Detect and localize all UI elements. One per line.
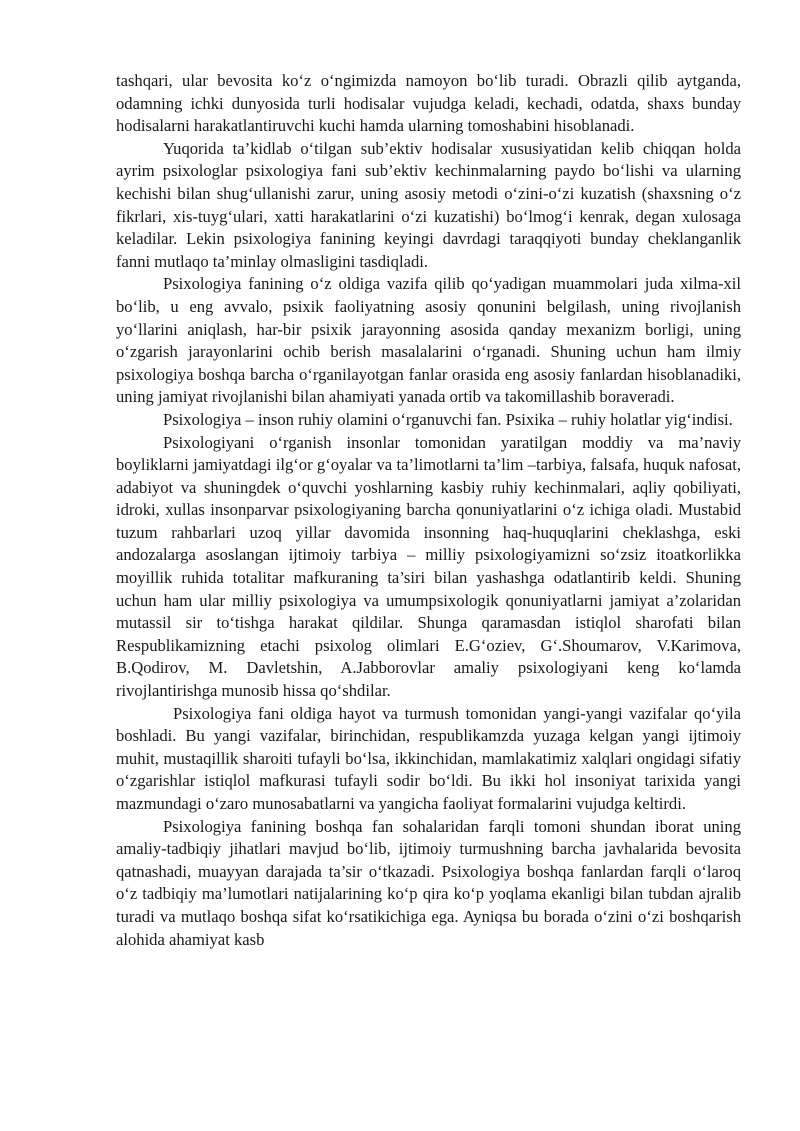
paragraph-applied-aspects: Psixologiya fanining boshqa fan sohalaridan farqli tomoni shundan iborat uning amaliy-tadbiqiy jihatlari mavjud bo‘lib, ijtimoiy turmushning barcha javhalarida bevosita qatnashadi, muayyan darajada ta’sir o‘tkazadi. Psixologiya boshqa fanlardan farqli o‘laroq o‘z tadbiqiy ma’lumotlari natijalarining ko‘p qira ko‘p yoqlama ekanligi bilan tubdan ajralib turadi va mutlaqo boshqa sifat ko‘rsatikichiga ega. Ayniqsa bu borada o‘zini o‘zi boshqarish alohida ahamiyat kasb bbox=[116, 816, 741, 949]
paragraph-continuation: tashqari, ular bevosita ko‘z o‘ngimizda namoyon bo‘lib turadi. Obrazli qilib aytganda, odamning ichki dunyosida turli hodisalar vujudga keladi, kechadi, odatda, shaxs bunday hodisalarni harakatlantiruvchi kuchi hamda ularning tomoshabini hisoblanadi. bbox=[116, 71, 741, 136]
paragraph-subjective-phenomena: Yuqorida ta’kidlab o‘tilgan sub’ektiv hodisalar xususiyatidan kelib chiqqan holda ayrim psixologlar psixologiya fani sub’ektiv kechinmalarning paydo bo‘lishi va ularning kechishi bilan shug‘ullanishi zarur, uning asosiy metodi o‘zini-o‘zi kuzatish (shaxsning o‘z fikrlari, xis-tuyg‘ulari, xatti harakatlarini o‘zi kuzatishi) bo‘lmog‘i kenrak, degan xulosaga keladilar. Lekin psixologiya fanining keyingi davrdagi taraqqiyoti bunday cheklanganlik fanni mutlaqo ta’minlay olmasligini tasdiqladi. bbox=[116, 138, 741, 271]
paragraph-definition: Psixologiya – inson ruhiy olamini o‘rganuvchi fan. Psixika – ruhiy holatlar yig‘indisi. bbox=[163, 409, 733, 429]
paragraph-studying-psychology: Psixologiyani o‘rganish insonlar tomonidan yaratilgan moddiy va ma’naviy boyliklarni jamiyatdagi ilg‘or g‘oyalar va ta’limotlarni ta’lim –tarbiya, falsafa, huquk nafosat, adabiyot va shuningdek o‘quvchi yoshlarning kasbiy ruhiy kechinmalari, aqliy qobiliyati, idroki, xullas insonparvar psixologiyaning barcha qonuniyatlarini o‘z ichiga oladi. Mustabid tuzum rahbarlari uzoq yillar davomida insonning haq-huquqlarini cheklashga, eski andozalarga asoslangan ijtimoiy tarbiya – milliy psixologiyamizni so‘zsiz itoatkorlikka moyillik ruhida totalitar mafkuraning ta’siri bilan yashashga odatlantirib keldi. Shuning uchun ham ular milliy psixologiya va umumpsixologik qonuniyatlarni jamiyat a’zolaridan mutassil sir to‘tishga harakat qildilar. Shunga qaramasdan istiqlol sharofati bilan Respublikamizning etachi psixolog olimlari E.G‘oziev, G‘.Shoumarov, V.Karimova, B.Qodirov, M. Davletshin, A.Jabborovlar amaliy psixologiyani keng ko‘lamda rivojlantirishga munosib hissa qo‘shdilar. bbox=[116, 432, 741, 701]
paragraph-psychology-tasks: Psixologiya fanining o‘z oldiga vazifa qilib qo‘yadigan muammolari juda xilma-xil bo‘lib, u eng avvalo, psixik faoliyatning asosiy qonunini belgilash, uning rivojlanish yo‘llarini aniqlash, har-bir psixik jarayonning asosida qanday mexanizm borligi, uning o‘zgarish jarayonlarini ochib berish masalalarini o‘rganadi. Shuning uchun ham ilmiy psixologiya boshqa barcha o‘rganilayotgan fanlar orasida eng asosiy fanlardan hisoblanadiki, uning jamiyat rivojlanishi bilan ahamiyati yanada ortib va takomillashib boraveradi. bbox=[116, 274, 741, 407]
document-page bbox=[116, 70, 741, 951]
paragraph-new-tasks: Psixologiya fani oldiga hayot va turmush tomonidan yangi-yangi vazifalar qo‘yila boshladi. Bu yangi vazifalar, birinchidan, respublikamzda yuzaga kelgan yangi ijtimoiy muhit, mustaqillik sharoiti tufayli bo‘lsa, ikkinchidan, mamlakatimiz xalqlari ongidagi sifatiy o‘zgarishlar istiqlol mafkurasi tufayli sodir bo‘ldi. Bu ikki hol insoniyat tarixida yangi mazmundagi o‘zaro munosabatlarni va yangicha faoliyat formalarini vujudga keltirdi. bbox=[116, 703, 741, 813]
